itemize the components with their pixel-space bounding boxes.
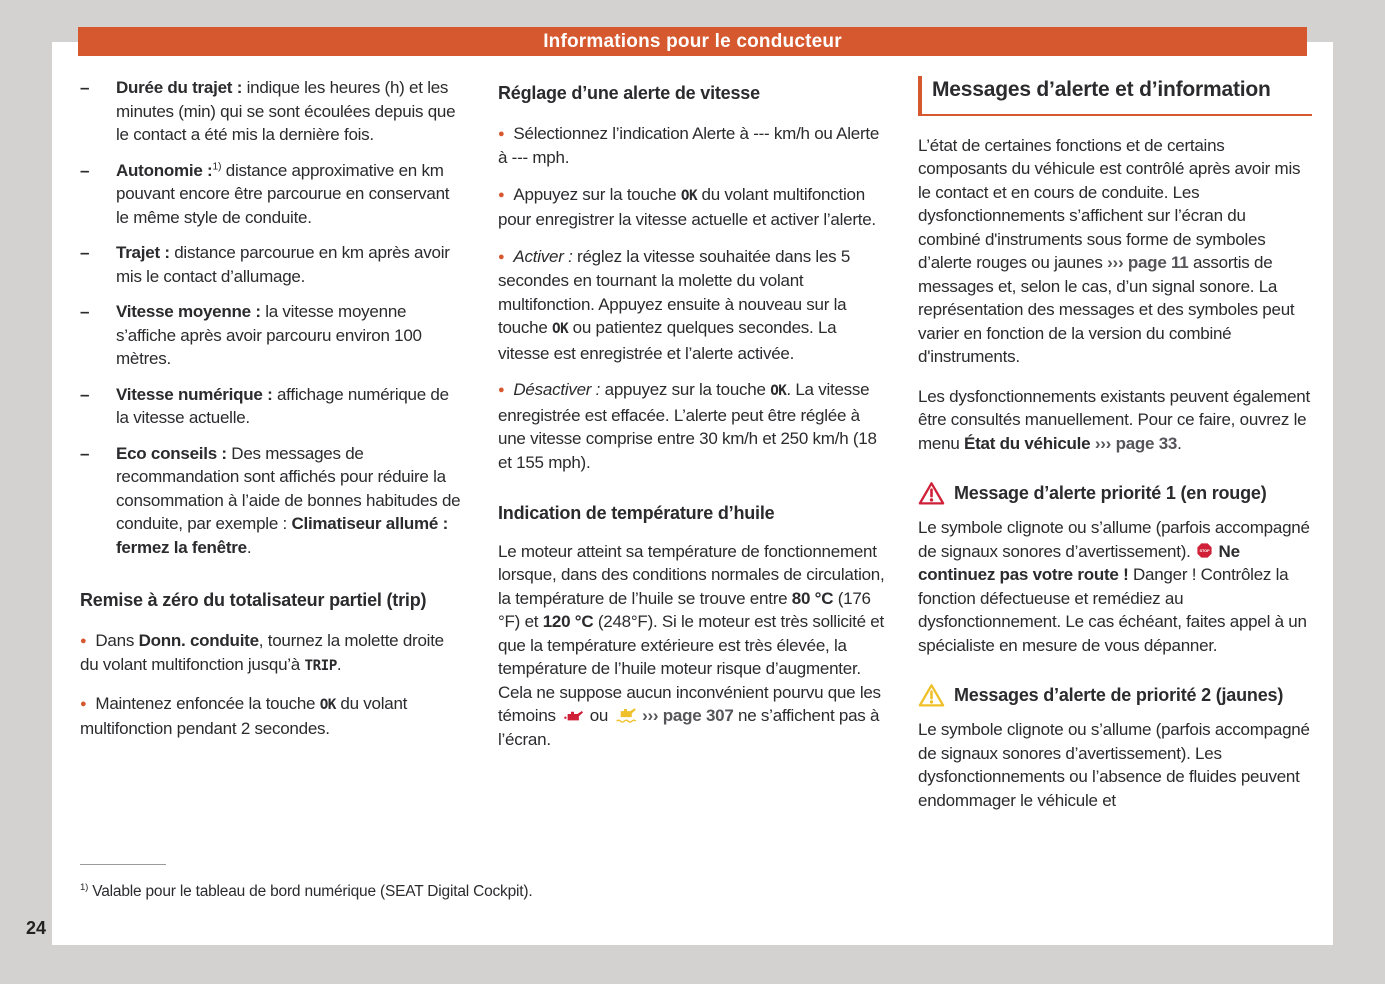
text-segment: Appuyez sur la touche [513,184,681,204]
dash-marker: – [80,78,90,97]
bullet-icon: ● [498,250,505,263]
priority-1-alert-heading [918,481,1312,506]
text-segment: Durée du trajet : [116,78,243,97]
text-segment: Le symbole clignote ou s’allume (parfois accompagné de signaux sonores d’avertissement). Les dysfonctionnements ou l’absence de fluides peuvent endommager le véhicule et [918,720,1310,810]
text-segment: OK [770,383,787,399]
dash-marker: – [80,243,90,262]
text-segment: OK [552,321,569,337]
list-item [498,122,889,170]
subheading-trip-reset: Remise à zéro du totalisateur partiel (trip) [80,590,427,610]
priority-2-alert-section [918,683,1312,812]
text-segment: Donn. conduite [138,630,259,650]
warning-triangle-yellow-icon [918,683,945,708]
text-segment: Des messages de recommandation sont affichés pour réduire la consommation à l’aide de bonnes habitudes de conduite, par exemple : [116,443,461,533]
text-segment: L’état de certaines fonctions et de certains composants du véhicule est contrôlé après avoir mis le contact et en cours de conduite. Les dysfonctionnements s’affichent sur l’écran du combiné d'instruments sous forme de symboles d’alerte rouges ou jaunes [918,135,1301,272]
main-heading-alert-messages: Messages d’alerte et d’information [918,76,1312,116]
dash-marker: – [80,160,90,180]
list-item [80,442,466,560]
priority-2-alert-body [918,718,1312,812]
bullet-icon: ● [498,127,505,140]
heading-speed-alert: Réglage d’une alerte de vitesse [498,83,760,103]
text-segment: . [246,537,252,557]
svg-text:STOP: STOP [1199,547,1210,553]
text-segment: Autonomie : [116,160,213,180]
text-segment: ou [585,706,613,725]
text-segment: (248°F). Si le moteur est très sollicité et que la température extérieure est très élevée, la température de l’huile moteur risque d’augmenter. Cela ne suppose aucun inconvénient pourvu que les témoins [498,612,884,725]
footnote-divider [80,864,166,865]
text-segment: ne s’affichent pas à l’écran. [498,706,880,749]
cross-reference-link[interactable]: ››› page 33 [1094,433,1178,453]
text-segment: du volant multifonction pour enregistrer la vitesse actuelle et activer l’alerte. [498,184,876,229]
list-item [80,383,466,430]
text-segment: distance parcourue en km après avoir mis le contact d’allumage. [116,243,450,286]
priority-1-alert-body [918,516,1312,657]
text-segment: du volant multifonction pendant 2 secondes. [80,693,408,738]
banner-title: Informations pour le conducteur [543,30,842,52]
list-item [80,300,466,371]
dash-marker: – [80,302,90,321]
list-item [80,159,466,230]
priority-2-alert-title: Messages d’alerte de priorité 2 (jaunes) [954,684,1284,705]
stop-sign-icon [1196,542,1213,559]
text-segment: OK [319,696,336,713]
manual-page [52,42,1333,945]
priority-1-alert-title: Message d’alerte priorité 1 (en rouge) [954,482,1267,503]
alert-intro-paragraph-1 [918,134,1312,369]
text-segment: Le moteur atteint sa température de fonctionnement lorsque, dans des conditions normales de circulation, la température de l’huile se trouve entre [498,541,885,608]
footnote [80,864,720,902]
text-segment: , tournez la molette droite du volant multifonction jusqu’à [80,630,444,674]
list-item [498,378,889,474]
alert-intro-paragraph-2 [918,385,1312,456]
speed-alert-bullet-list [498,122,889,475]
text-segment: Climatiseur allumé : fermez la fenêtre [116,514,449,557]
text-segment: Trajet : [116,243,170,262]
text-segment: Valable pour le tableau de bord numérique (SEAT Digital Cockpit). [88,883,533,900]
text-segment: Maintenez enfoncée la touche [95,693,320,713]
bullet-icon: ● [80,697,87,710]
dash-marker: – [80,384,90,404]
text-segment: OK [680,187,698,204]
priority-1-alert-section [918,481,1312,657]
text-segment: . [1177,433,1182,453]
bullet-icon: ● [498,188,505,201]
text-segment: Danger ! Contrôlez la fonction défectueuse et remédiez au dysfonctionnement. Le cas échéant, faites appel à un spécialiste en mesure de vous dépanner. [918,565,1307,655]
text-segment: TRIP [304,658,337,674]
text-segment: Vitesse moyenne : [116,302,261,321]
text-segment: . La vitesse enregistrée est effacée. L’alerte peut être réglée à une vitesse comprise entre 30 km/h et 250 km/h (18 et 155 mph). [498,380,877,472]
list-item [80,629,466,679]
text-segment: (176 °F) et [498,588,871,631]
text-segment: État du véhicule [964,433,1091,453]
right-column [918,72,1312,826]
list-item [498,183,889,232]
footnote-text [80,881,720,902]
list-item [80,692,466,741]
text-segment: Sélectionnez l’indication Alerte à --- km/h ou Alerte à --- mph. [498,123,880,167]
oil-temperature-paragraph [498,540,889,752]
text-segment: Activer : [513,246,573,266]
text-segment: . [336,655,342,674]
cross-reference-link[interactable]: ››› page 11 [1107,253,1189,272]
text-segment: Les dysfonctionnements existants peuvent également être consultés manuellement. Pour ce faire, ouvrez le menu [918,386,1310,453]
page-number: 24 [26,918,47,938]
text-segment: appuyez sur la touche [600,380,771,399]
heading-oil-temperature: Indication de température d’huile [498,503,775,523]
trip-data-dash-list [80,76,466,559]
text-segment: affichage numérique de la vitesse actuelle. [116,384,449,427]
list-item [498,245,889,366]
warning-triangle-red-icon [918,481,945,506]
left-column [80,76,466,754]
text-segment: la vitesse moyenne s’affiche après avoir parcouru environ 100 mètres. [116,302,422,368]
text-segment: réglez la vitesse souhaitée dans les 5 secondes en tournant la molette du volant multifonction. Appuyez ensuite à nouveau sur la touche [498,246,851,337]
text-segment: indique les heures (h) et les minutes (min) qui se sont écoulées depuis que le contact a été mis la dernière fois. [116,78,456,144]
bullet-icon: ● [80,634,87,647]
middle-column [498,76,889,765]
cross-reference-link[interactable]: ››› page 307 [642,706,734,725]
text-segment: distance approximative en km pouvant encore être parcourue en conservant le même style de conduite. [116,160,450,227]
priority-2-alert-heading [918,683,1312,708]
dash-marker: – [80,443,90,463]
section-banner [78,27,1307,56]
bullet-icon: ● [498,384,505,396]
text-segment: ou patientez quelques secondes. La vitesse est enregistrée et l’alerte activée. [498,318,837,363]
text-segment: 1) [80,881,89,893]
list-item [80,241,466,288]
text-segment: 1) [212,159,222,172]
text-segment: Eco conseils : [116,443,227,463]
text-segment: Ne continuez pas votre route ! [918,541,1240,584]
text-segment: Vitesse numérique : [116,384,273,404]
trip-reset-bullet-list [80,629,466,741]
text-segment: Le symbole clignote ou s’allume (parfois accompagné de signaux sonores d’avertissement). [918,518,1310,561]
text-segment: 120 °C [542,612,594,631]
list-item [80,76,466,147]
text-segment: Dans [95,630,139,650]
text-segment: 80 °C [791,588,834,608]
oil-level-yellow-icon [614,706,637,723]
oil-pressure-red-icon [561,708,584,723]
text-segment: Désactiver : [513,380,601,399]
text-segment: assortis de messages et, selon le cas, d’un signal sonore. La représentation des messages et des symboles peut varier en fonction de la version du combiné d'instruments. [918,253,1295,366]
